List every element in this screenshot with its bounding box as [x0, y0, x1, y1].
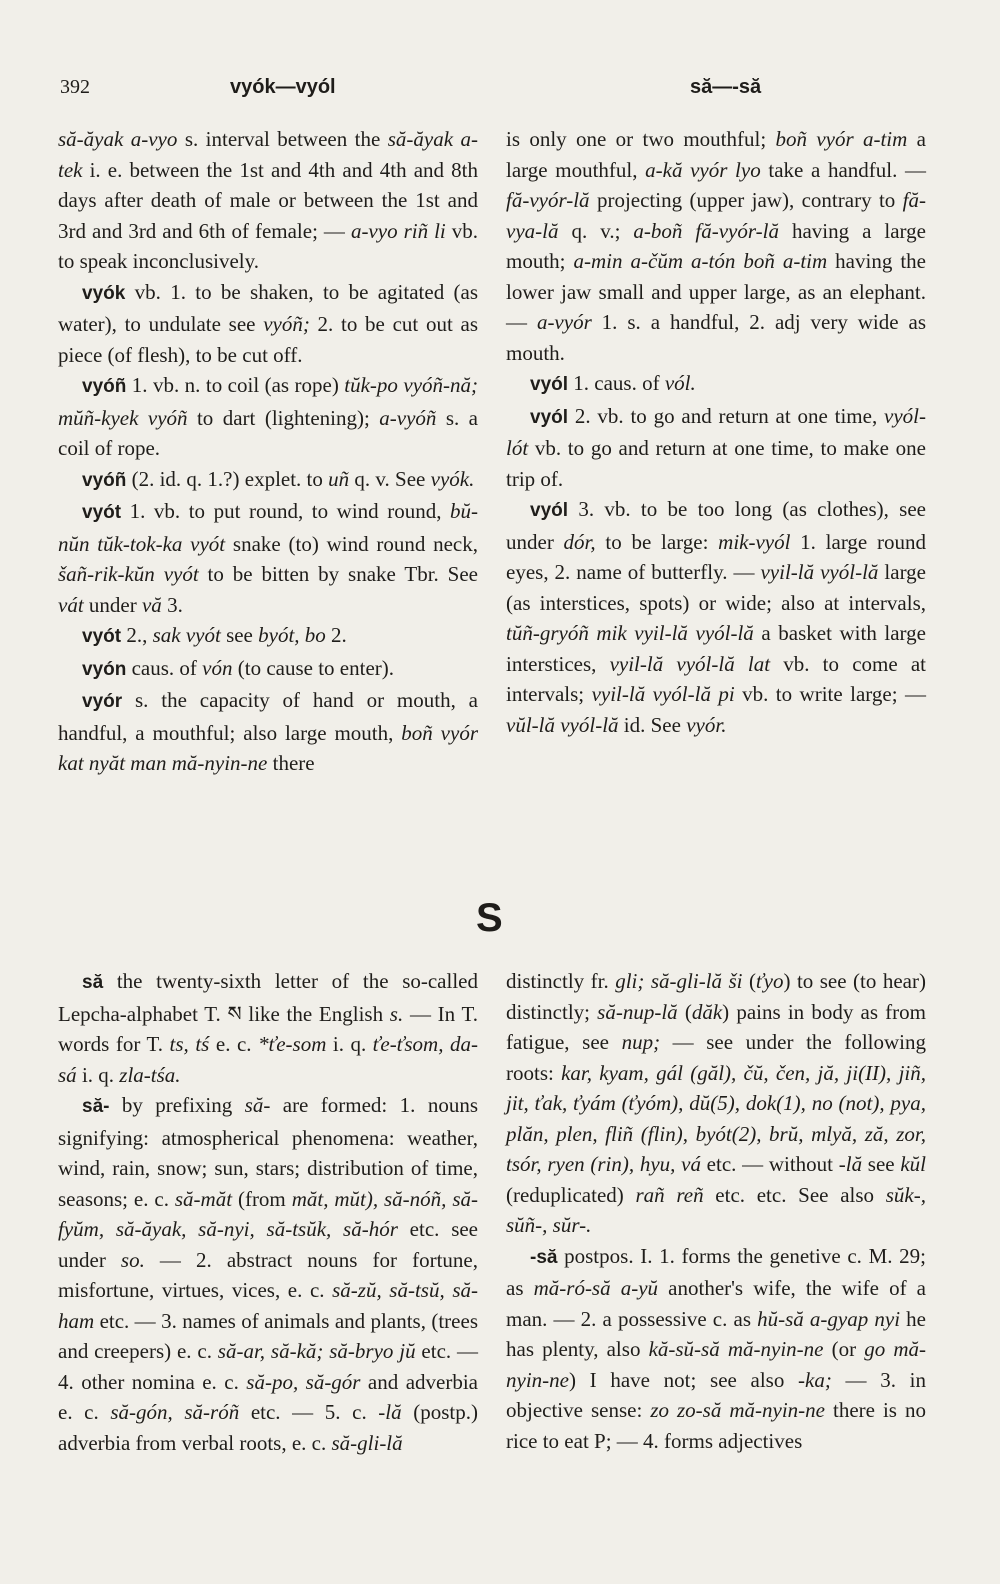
example-text: kă-sŭ-să mă-nyin-ne	[648, 1337, 824, 1361]
definition-text: 1. s. a handful, 2. adj very wide as mouth.	[506, 310, 926, 365]
example-text: go mă-nyin-ne	[506, 1337, 926, 1392]
headword: vyón	[82, 658, 127, 680]
definition-text: vb. 1. to be shaken, to be agitated (as water), to undulate see	[58, 279, 478, 336]
definition-text: 3.	[161, 592, 183, 617]
example-text: hŭ-să a-gyap nyi	[757, 1306, 901, 1331]
example-text: ťyo	[756, 969, 784, 993]
definition-text: q. v.;	[558, 218, 634, 243]
dictionary-entry	[58, 685, 478, 779]
definition-text: there is no rice to eat P; — 4. forms adjectives	[506, 1398, 926, 1453]
example-text: vyór.	[686, 712, 727, 737]
definition-text: q. v. See	[349, 466, 431, 491]
example-text: gli; să-gli-lă ši	[615, 969, 743, 993]
definition-text: and adverbia e. c.	[58, 1369, 478, 1424]
column-bottom-left	[58, 966, 478, 1458]
running-header	[60, 76, 940, 106]
entry-continuation	[58, 124, 478, 277]
definition-text: to be bitten by snake Tbr. See	[198, 562, 478, 586]
headword: să	[82, 972, 104, 993]
dictionary-entry	[58, 966, 478, 1090]
definition-text: is only one or two mouthful;	[506, 127, 776, 151]
example-text: să-zŭ, să-tsŭ, să-ham	[58, 1278, 478, 1333]
definition-text: ) to see (to hear) distinctly;	[506, 969, 926, 1024]
definition-text: a basket with large interstices,	[506, 621, 926, 676]
section-letter: S	[476, 896, 503, 940]
example-text: mă-ró-să a-yŭ	[533, 1276, 659, 1300]
definition-text: etc. — without	[700, 1152, 839, 1176]
example-text: vyil-lă vyól-lă pi	[591, 682, 735, 706]
example-text: dór,	[563, 529, 596, 554]
example-text: kŭl	[900, 1152, 926, 1176]
example-text: -lă	[378, 1400, 402, 1424]
headword: vyót	[82, 626, 122, 647]
definition-text: projecting (upper jaw), contrary to	[589, 188, 903, 212]
example-text: dăk	[691, 999, 723, 1024]
dictionary-entry	[506, 368, 926, 401]
dictionary-entry	[58, 277, 478, 371]
example-text: vŭl-lă vyól-lă	[506, 712, 619, 737]
column-top-right	[506, 124, 926, 740]
definition-text: under	[83, 592, 142, 617]
definition-text: 1. caus. of	[568, 371, 665, 395]
example-text: a-vyór	[536, 310, 592, 334]
definition-text: caus. of	[126, 655, 203, 680]
entry-continuation	[506, 966, 926, 1241]
example-text: -ka;	[798, 1367, 832, 1392]
definition-text: (reduplicated)	[506, 1182, 636, 1207]
example-text: nup;	[621, 1030, 661, 1054]
example-text: s.	[389, 1001, 404, 1026]
headword: vyór	[82, 691, 123, 712]
definition-text: see	[862, 1152, 901, 1176]
headword: vyót	[82, 502, 122, 523]
example-text: rañ reñ	[635, 1182, 704, 1207]
example-text: tŭk-po vyóñ-nă; mŭñ-kyek vyóñ	[58, 373, 479, 430]
definition-text: (2. id. q. 1.?) explet. to	[126, 466, 329, 491]
definition-text: (	[677, 999, 692, 1024]
entry-continuation	[506, 124, 926, 368]
definition-text: — see under the following roots:	[506, 1030, 926, 1085]
definition-text: 1. large round eyes, 2. name of butterfly. —	[506, 529, 926, 584]
definition-text: take a handful. —	[760, 157, 926, 182]
definition-text: i. q.	[326, 1032, 373, 1056]
example-text: boñ vyór a-tim	[775, 127, 908, 151]
example-text: tŭñ-gryóñ mik vyil-lă vyól-lă	[506, 621, 754, 645]
example-text: a-min a-čŭm a-tón boñ a-tim	[573, 249, 828, 273]
definition-text: see	[220, 623, 259, 647]
definition-text: 2. to be cut out as piece (of flesh), to be cut off.	[58, 312, 478, 367]
definition-text: (from	[232, 1186, 292, 1211]
example-text: fă-vyór-lă	[506, 188, 590, 212]
example-text: uñ	[328, 466, 350, 491]
definition-text: vb. to write large; —	[734, 682, 926, 706]
example-text: să-nup-lă	[597, 999, 678, 1024]
example-text: zla-tśa.	[119, 1062, 181, 1087]
example-text: măt, mŭt), să-nóñ, să-fyŭm, să-ăyak, să-nyi, să-tsŭk, să-hór	[58, 1186, 478, 1241]
example-text: a-kă vyór lyo	[645, 157, 761, 182]
example-text: a-vyóñ	[379, 405, 437, 430]
dictionary-entry	[58, 1090, 478, 1458]
definition-text: 2. vb. to go and return at one time,	[568, 403, 885, 428]
example-text: bŭ-nŭn tŭk-tok-ka vyót	[58, 499, 478, 556]
definition-text: another's wife, the wife of a man. — 2. a possessive c. as	[506, 1276, 926, 1331]
example-text: vól.	[664, 371, 696, 395]
column-bottom-right	[506, 966, 926, 1456]
definition-text: — In T. words for T.	[58, 1001, 478, 1056]
example-text: vón	[202, 655, 233, 680]
dictionary-entry	[506, 494, 926, 740]
definition-text: e. c.	[209, 1032, 259, 1056]
example-text: mik-vyól	[718, 529, 791, 554]
headword: -să	[530, 1246, 558, 1268]
definition-text: having the lower jaw small and upper large, as an elephant. —	[506, 249, 926, 334]
example-text: vyól-lót	[506, 403, 926, 460]
definition-text: (postp.) adverbia from verbal roots, e. c.	[58, 1400, 478, 1455]
dictionary-entry	[58, 464, 478, 497]
definition-text: 1. vb. to put round, to wind round,	[121, 499, 450, 523]
left-running-head: vyók—vyól	[230, 76, 336, 98]
example-text: sŭk-, sŭñ-, sŭr-.	[506, 1182, 926, 1237]
definition-text: 2.	[325, 623, 347, 647]
example-text: zo zo-să mă-nyin-ne	[650, 1398, 825, 1422]
definition-text: distinctly fr.	[506, 969, 616, 993]
definition-text: are formed: 1. nouns signifying: atmospherical phenomena: weather, wind, rain, snow; sun, stars; distribution of time, seasons; e. c.	[58, 1093, 478, 1211]
headword: vyók	[82, 282, 126, 304]
definition-text: etc. etc. See also	[703, 1182, 886, 1207]
definition-text: 2.,	[121, 623, 153, 647]
page-number: 392	[60, 76, 90, 98]
definition-text: id. See	[618, 712, 687, 737]
example-text: byót, bo	[258, 623, 326, 647]
definition-text: to be large:	[595, 529, 719, 554]
example-text: să-ar, să-kă; să-bryo jŭ	[217, 1339, 416, 1363]
example-text: *ťe-som	[258, 1032, 327, 1056]
example-text: să-ăyak a-vyo	[58, 127, 178, 151]
dictionary-entry	[58, 653, 478, 686]
headword: vyóñ	[82, 376, 127, 397]
example-text: vyóñ;	[263, 312, 310, 336]
example-text: so.	[120, 1247, 145, 1272]
dictionary-entry	[506, 401, 926, 495]
example-text: ťe-ťsom, da-sá	[58, 1032, 478, 1087]
definition-text: 1. vb. n. to coil (as rope)	[126, 373, 345, 397]
definition-text: vb. to go and return at one time, to make one trip of.	[506, 436, 926, 491]
dictionary-entry	[58, 620, 478, 653]
headword: vyóñ	[82, 469, 127, 491]
example-text: să-po, să-gór	[246, 1369, 361, 1394]
definition-text: s. the capacity of hand or mouth, a handful, a mouthful; also large mouth,	[58, 688, 478, 745]
example-text: să-gli-lă	[331, 1430, 403, 1455]
definition-text: etc. see under	[58, 1217, 479, 1272]
column-top-left	[58, 124, 478, 779]
definition-text: by prefixing	[109, 1093, 245, 1117]
example-text: sak vyót	[152, 623, 221, 647]
definition-text: — 3. in objective sense:	[506, 1367, 926, 1422]
example-text: -lă	[838, 1152, 863, 1176]
example-text: kar, kyam, gál (găl), čŭ, čen, jă, ji(II), jiñ, jit, ťak, ťyám (ťyóm), dŭ(5), dok(1), no (not), pya, plăn, plen, fliñ (flin), byót(2), brŭ, mlyă, ză, zor, tsór, ryen (rin), hyu, vá	[506, 1060, 926, 1176]
example-text: să-gón, să-róñ	[110, 1400, 240, 1424]
example-text: a-vyo riñ li	[350, 218, 446, 243]
definition-text: there	[267, 751, 315, 775]
example-text: să-ăyak a-tek	[58, 127, 478, 182]
definition-text: (or	[823, 1337, 865, 1361]
definition-text: 3. vb. to be too long (as clothes), see under	[506, 497, 926, 554]
right-running-head: să—-să	[690, 76, 762, 98]
dictionary-entry	[506, 1241, 926, 1457]
headword: vyól	[530, 500, 569, 521]
definition-text: he has plenty, also	[506, 1306, 926, 1361]
definition-text: etc. — 3. names of animals and plants, (trees and creepers) e. c.	[58, 1308, 478, 1363]
example-text: fă-vya-lă	[506, 188, 926, 243]
definition-text: vb. to speak inconclusively.	[58, 218, 479, 273]
example-text: ts, tś	[169, 1032, 210, 1056]
headword: vyól	[530, 374, 569, 395]
definition-text: s. interval between the	[177, 127, 388, 151]
example-text: a-boñ fă-vyór-lă	[633, 218, 779, 243]
dictionary-entry	[58, 370, 478, 464]
definition-text: etc. — 4. other nomina e. c.	[58, 1339, 478, 1394]
example-text: vă	[141, 592, 162, 617]
example-text: să-măt	[174, 1186, 233, 1211]
example-text: šañ-rik-kŭn vyót	[58, 562, 199, 586]
definition-text: large (as interstices, spots) or wide; also at intervals,	[506, 560, 927, 615]
definition-text: a large mouthful,	[506, 127, 926, 182]
headword: vyól	[530, 406, 569, 428]
example-text: boñ vyór kat nyăt man mă-nyin-ne	[58, 720, 478, 775]
definition-text: etc. — 5. c.	[239, 1400, 379, 1424]
definition-text: to dart (lightening);	[187, 405, 380, 430]
example-text: să-	[244, 1093, 271, 1117]
example-text: vyil-lă vyól-lă lat	[609, 651, 771, 676]
definition-text: (	[742, 969, 756, 993]
headword: să-	[82, 1096, 110, 1117]
definition-text: i. q.	[76, 1062, 120, 1087]
definition-text: ) I have not; see also	[568, 1367, 799, 1392]
definition-text: s. a coil of rope.	[58, 405, 479, 460]
definition-text: i. e. between the 1st and 4th and 4th and 8th days after death of male or between the 1st and 3rd and 3rd and 6th of female; —	[58, 157, 478, 243]
definition-text: — 2. abstract nouns for fortune, misfortune, virtues, vices, e. c.	[58, 1247, 478, 1302]
example-text: vyil-lă vyól-lă	[760, 560, 879, 584]
definition-text: having a large mouth;	[506, 218, 926, 273]
definition-text: vb. to come at intervals;	[506, 651, 927, 706]
example-text: vyók.	[430, 466, 475, 491]
definition-text: the twenty-sixth letter of the so-called Lepcha-alphabet T. ས like the English	[58, 969, 478, 1026]
definition-text: postpos. I. 1. forms the genetive c. M. 29; as	[506, 1243, 926, 1300]
definition-text: (to cause to enter).	[232, 655, 395, 680]
dictionary-entry	[58, 496, 478, 620]
definition-text: snake (to) wind round neck,	[225, 531, 478, 556]
definition-text: ) pains in body as from fatigue, see	[506, 999, 926, 1054]
example-text: vát	[58, 592, 84, 617]
